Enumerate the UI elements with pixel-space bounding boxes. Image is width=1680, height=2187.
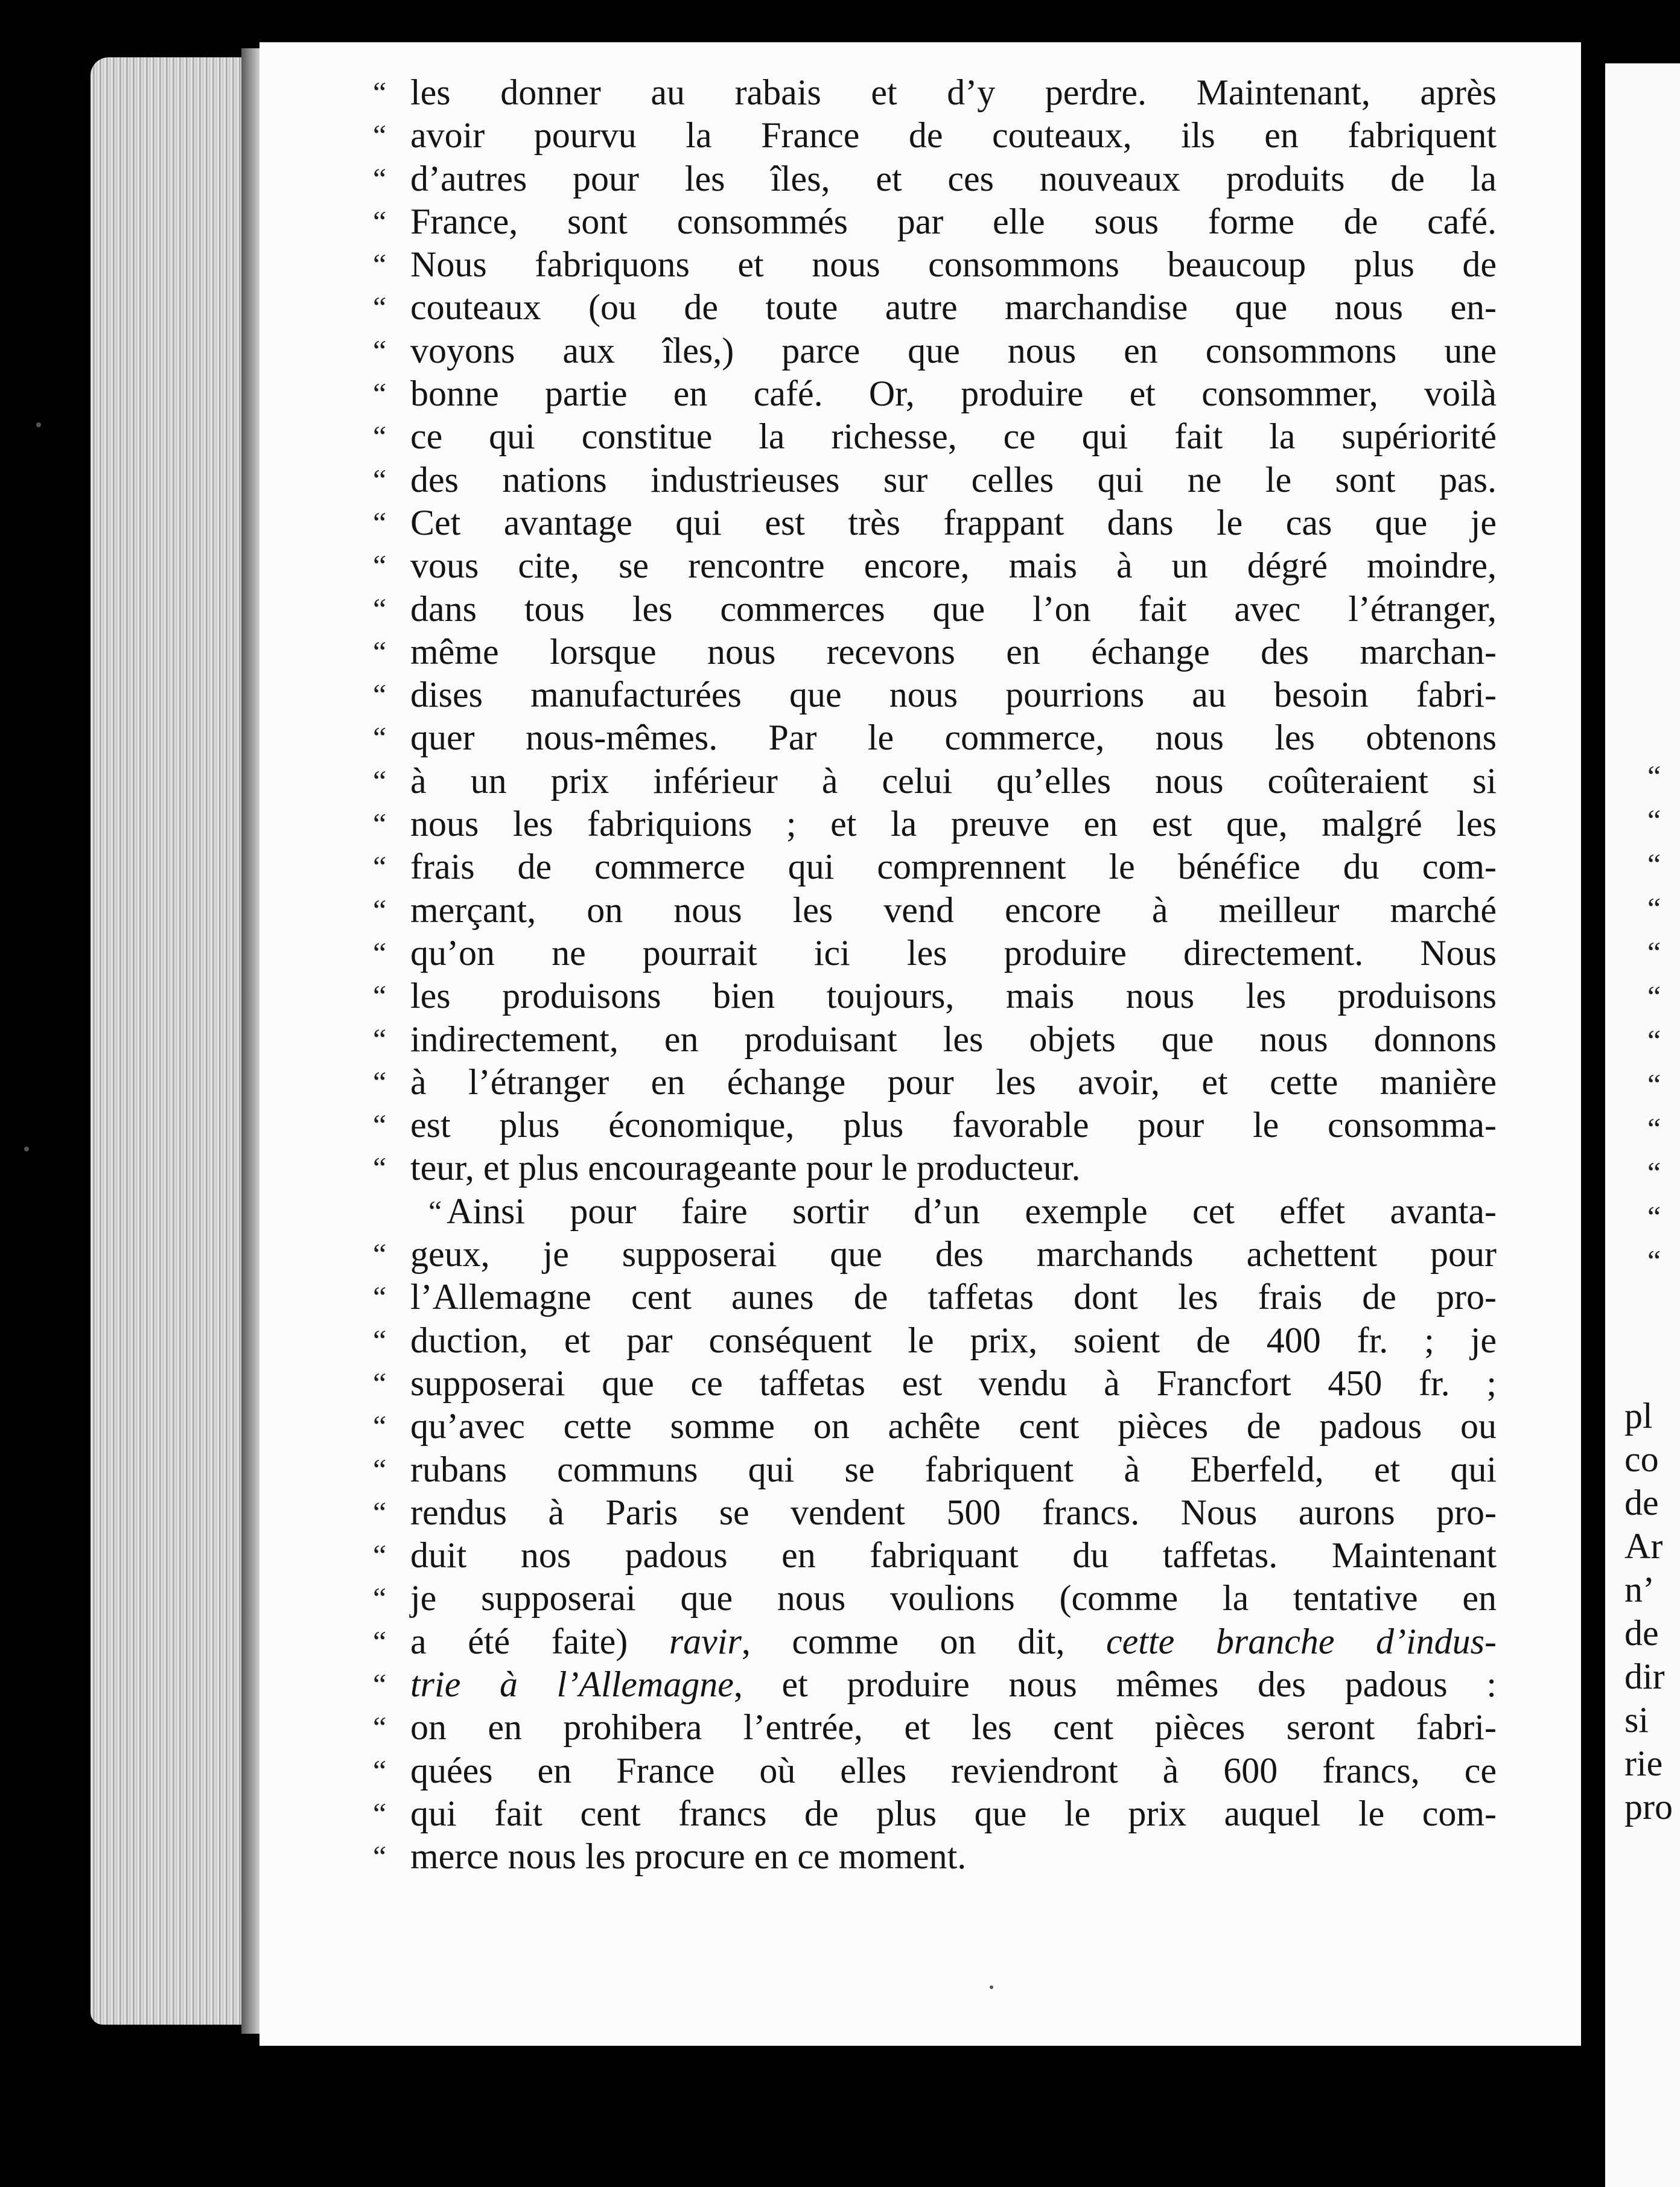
facing-text-fragment: n’: [1624, 1570, 1655, 1609]
quote-mark: “: [428, 1194, 442, 1228]
line-text: [410, 459, 1497, 501]
text-run: qu’on ne pourrait ici les produire directement. Nous: [410, 932, 1497, 973]
quote-mark: “: [373, 333, 387, 368]
line-text: [410, 845, 1497, 888]
text-line: [373, 1276, 1497, 1319]
line-text: [410, 1362, 1497, 1405]
facing-quote-mark: “: [1647, 1200, 1661, 1234]
line-text: [410, 243, 1497, 286]
line-text: [410, 544, 1497, 587]
line-text: [410, 1491, 1497, 1534]
line-text: [410, 1405, 1497, 1448]
text-run: couteaux (ou de toute autre marchandise que nous en-: [410, 287, 1497, 328]
text-line: [373, 1706, 1497, 1749]
quote-mark: “: [373, 678, 387, 712]
line-text: [410, 1749, 1497, 1792]
facing-text-fragment: de: [1624, 1613, 1659, 1653]
facing-quote-mark: “: [1647, 803, 1661, 837]
line-text: [410, 1276, 1497, 1319]
line-text: [410, 1706, 1497, 1749]
facing-text-fragment: si: [1624, 1700, 1649, 1740]
text-run: Ainsi pour faire sortir d’un exemple cet effet avanta-: [447, 1191, 1497, 1231]
line-text: [410, 1319, 1497, 1362]
quote-mark: “: [373, 1237, 387, 1272]
text-line: [373, 1233, 1497, 1276]
book-gutter: [1581, 30, 1605, 2154]
text-run: qui fait cent francs de plus que le prix auquel le com-: [410, 1793, 1497, 1833]
text-run: Nous fabriquons et nous consommons beaucoup plus de: [410, 244, 1497, 285]
text-line: [373, 71, 1497, 114]
text-run: , comme on dit,: [741, 1621, 1107, 1661]
text-run: qu’avec cette somme on achête cent pièces de padous ou: [410, 1406, 1497, 1447]
text-run: voyons aux îles,) parce que nous en consommons une: [410, 330, 1497, 371]
text-run: a été faite): [410, 1621, 669, 1661]
scan-speck: [990, 1985, 993, 1989]
quote-mark: “: [373, 462, 387, 497]
quote-mark: “: [373, 1022, 387, 1056]
quote-mark: “: [373, 161, 387, 196]
quote-mark: “: [373, 1280, 387, 1314]
line-text: [410, 1190, 1497, 1233]
page-edges: [91, 57, 259, 2025]
text-line: [373, 588, 1497, 631]
text-line: [373, 114, 1497, 157]
line-text: [410, 588, 1497, 631]
line-text: [410, 975, 1497, 1017]
line-text: [410, 501, 1497, 544]
text-line: [373, 1319, 1497, 1362]
line-text: [410, 415, 1497, 458]
line-text: [410, 1835, 1497, 1878]
quote-mark: “: [373, 721, 387, 755]
line-text: [410, 286, 1497, 329]
facing-text-fragment: pl: [1624, 1396, 1653, 1436]
text-line: [373, 1491, 1497, 1534]
line-text: [410, 631, 1497, 673]
line-text: [410, 114, 1497, 157]
quote-mark: “: [373, 979, 387, 1013]
line-text: [410, 1577, 1497, 1620]
text-run: duit nos padous en fabriquant du taffetas. Maintenant: [410, 1535, 1497, 1576]
text-run: même lorsque nous recevons en échange des marchan-: [410, 631, 1497, 672]
line-text: [410, 803, 1497, 845]
quote-mark: “: [373, 1323, 387, 1357]
facing-quote-mark: “: [1647, 1068, 1661, 1101]
line-text: [410, 889, 1497, 932]
line-text: [410, 1233, 1497, 1276]
text-run: rendus à Paris se vendent 500 francs. Nous aurons pro-: [410, 1492, 1497, 1532]
quote-mark: “: [373, 1581, 387, 1616]
text-line: [373, 1018, 1497, 1061]
text-line: [373, 544, 1497, 587]
italic-text: cette branche d’indus-: [1106, 1621, 1497, 1661]
text-run: l’Allemagne cent aunes de taffetas dont les frais de pro-: [410, 1277, 1497, 1317]
facing-quote-mark: “: [1647, 847, 1661, 881]
quote-mark: “: [373, 1366, 387, 1400]
text-line: [373, 1362, 1497, 1405]
line-text: [410, 1018, 1497, 1061]
facing-quote-mark: “: [1647, 1112, 1661, 1145]
text-line: [373, 158, 1497, 200]
facing-quote-mark: “: [1647, 1156, 1661, 1189]
quote-mark: “: [373, 377, 387, 411]
text-line: [373, 845, 1497, 888]
text-run: frais de commerce qui comprennent le bénéfice du com-: [410, 847, 1497, 887]
text-run: je supposerai que nous voulions (comme la tentative en: [410, 1578, 1497, 1619]
text-run: Cet avantage qui est très frappant dans le cas que je: [410, 502, 1497, 543]
line-text: [410, 1534, 1497, 1577]
quote-mark: “: [373, 290, 387, 325]
text-line: [373, 673, 1497, 716]
text-run: duction, et par conséquent le prix, soient de 400 fr. ; je: [410, 1320, 1497, 1360]
facing-page-text-fragments: [1624, 1394, 1680, 1829]
quote-mark: “: [373, 807, 387, 841]
text-run: bonne partie en café. Or, produire et consommer, voilà: [410, 374, 1497, 414]
text-run: ce qui constitue la richesse, ce qui fait la supériorité: [410, 416, 1497, 457]
facing-quote-mark: “: [1647, 891, 1661, 925]
text-run: les produisons bien toujours, mais nous les produisons: [410, 976, 1497, 1016]
italic-text: ravir: [669, 1621, 742, 1661]
quote-mark: “: [373, 1409, 387, 1444]
quote-mark: “: [373, 118, 387, 153]
line-text: [410, 372, 1497, 415]
text-line: [373, 803, 1497, 845]
facing-text-fragment: dir: [1624, 1657, 1665, 1696]
facing-quote-mark: “: [1647, 1244, 1661, 1278]
line-text: [410, 329, 1497, 372]
body-text: [373, 71, 1497, 1878]
text-run: rubans communs qui se fabriquent à Eberfeld, et qui: [410, 1449, 1497, 1489]
quote-mark: “: [373, 634, 387, 669]
text-line: [373, 459, 1497, 501]
line-text: [410, 71, 1497, 114]
text-run: teur, et plus encourageante pour le producteur.: [410, 1148, 1081, 1188]
quote-mark: “: [373, 1839, 387, 1874]
quote-mark: “: [373, 549, 387, 583]
text-line: [373, 286, 1497, 329]
quote-mark: “: [373, 1624, 387, 1658]
text-line: [373, 329, 1497, 372]
line-text: [410, 932, 1497, 975]
line-text: [410, 1663, 1497, 1706]
quote-mark: “: [373, 1108, 387, 1142]
line-text: [410, 1448, 1497, 1491]
text-run: les donner au rabais et d’y perdre. Maintenant, après: [410, 72, 1497, 112]
line-text: [410, 760, 1497, 803]
text-line: [373, 889, 1497, 932]
text-run: quer nous-mêmes. Par le commerce, nous les obtenons: [410, 718, 1497, 758]
text-line: [373, 1835, 1497, 1878]
line-text: [410, 1620, 1497, 1663]
quote-mark: “: [373, 75, 387, 109]
facing-text-fragment: Ar: [1624, 1526, 1663, 1566]
quote-mark: “: [373, 935, 387, 970]
text-run: , et produire nous mêmes des padous :: [733, 1664, 1497, 1704]
text-line: [373, 1104, 1497, 1147]
text-run: nous les fabriquions ; et la preuve en est que, malgré les: [410, 804, 1497, 844]
text-run: est plus économique, plus favorable pour le consomma-: [410, 1105, 1497, 1145]
text-run: des nations industrieuses sur celles qui ne le sont pas.: [410, 459, 1497, 500]
quote-mark: “: [373, 1667, 387, 1701]
text-line: [373, 372, 1497, 415]
scan-speck: [24, 1147, 29, 1151]
facing-text-fragment: pro: [1624, 1787, 1673, 1827]
text-run: quées en France où elles reviendront à 600 francs, ce: [410, 1750, 1497, 1791]
quote-mark: “: [373, 1710, 387, 1745]
text-run: indirectement, en produisant les objets que nous donnons: [410, 1019, 1497, 1059]
facing-text-fragment: co: [1624, 1439, 1659, 1479]
quote-mark: “: [373, 1452, 387, 1486]
text-run: dises manufacturées que nous pourrions au besoin fabri-: [410, 675, 1497, 715]
text-line: [373, 631, 1497, 673]
facing-quote-mark: “: [1647, 979, 1661, 1013]
text-line: [373, 243, 1497, 286]
scan-speck: [36, 422, 41, 427]
text-run: d’autres pour les îles, et ces nouveaux produits de la: [410, 158, 1497, 199]
text-line: [373, 760, 1497, 803]
quote-mark: “: [373, 1151, 387, 1185]
quote-mark: “: [373, 1495, 387, 1529]
text-run: merce nous les procure en ce moment.: [410, 1836, 967, 1877]
quote-mark: “: [373, 591, 387, 626]
text-line: [373, 501, 1497, 544]
line-text: [410, 1147, 1497, 1189]
text-line: [373, 415, 1497, 458]
line-text: [410, 1792, 1497, 1835]
facing-page-quote-marks: [1647, 754, 1678, 1283]
quote-mark: “: [373, 1796, 387, 1830]
text-line: [373, 975, 1497, 1017]
text-line: [373, 1749, 1497, 1792]
line-text: [410, 200, 1497, 243]
line-text: [410, 1061, 1497, 1104]
facing-quote-mark: “: [1647, 1023, 1661, 1057]
text-line: [373, 1147, 1497, 1189]
line-text: [410, 673, 1497, 716]
text-run: dans tous les commerces que l’on fait avec l’étranger,: [410, 588, 1497, 629]
quote-mark: “: [373, 1538, 387, 1573]
quote-mark: “: [373, 505, 387, 540]
quote-mark: “: [373, 247, 387, 282]
quote-mark: “: [373, 850, 387, 884]
text-line: [373, 1620, 1497, 1663]
text-run: vous cite, se rencontre encore, mais à un dégré moindre,: [410, 546, 1497, 586]
quote-mark: “: [373, 419, 387, 454]
quote-mark: “: [373, 763, 387, 798]
line-text: [410, 716, 1497, 759]
quote-mark: “: [373, 204, 387, 238]
text-line: [373, 1577, 1497, 1620]
text-line: [373, 1792, 1497, 1835]
text-line: [373, 1448, 1497, 1491]
text-run: supposerai que ce taffetas est vendu à Francfort 450 fr. ;: [410, 1363, 1497, 1403]
quote-mark: “: [373, 893, 387, 927]
facing-quote-mark: “: [1647, 935, 1661, 969]
text-line: [373, 1663, 1497, 1706]
text-line: [373, 200, 1497, 243]
quote-mark: “: [373, 1753, 387, 1787]
text-line: [373, 716, 1497, 759]
quote-mark: “: [373, 1065, 387, 1099]
text-run: avoir pourvu la France de couteaux, ils en fabriquent: [410, 115, 1497, 156]
text-run: merçant, on nous les vend encore à meilleur marché: [410, 890, 1497, 930]
text-run: France, sont consommés par elle sous forme de café.: [410, 201, 1497, 241]
facing-quote-mark: “: [1647, 759, 1661, 793]
line-text: [410, 1104, 1497, 1147]
text-run: à un prix inférieur à celui qu’elles nous coûteraient si: [410, 760, 1497, 801]
text-line: [373, 932, 1497, 975]
text-line: [373, 1405, 1497, 1448]
line-text: [410, 158, 1497, 200]
text-run: à l’étranger en échange pour les avoir, et cette manière: [410, 1062, 1497, 1102]
text-line: [373, 1061, 1497, 1104]
facing-text-fragment: rie: [1624, 1743, 1663, 1783]
text-line: [373, 1534, 1497, 1577]
facing-text-fragment: de: [1624, 1483, 1659, 1523]
text-run: geux, je supposerai que des marchands achettent pour: [410, 1234, 1497, 1275]
text-run: on en prohibera l’entrée, et les cent pièces seront fabri-: [410, 1707, 1497, 1748]
text-line: [410, 1190, 1497, 1233]
italic-text: trie à l’Allemagne: [410, 1664, 734, 1704]
